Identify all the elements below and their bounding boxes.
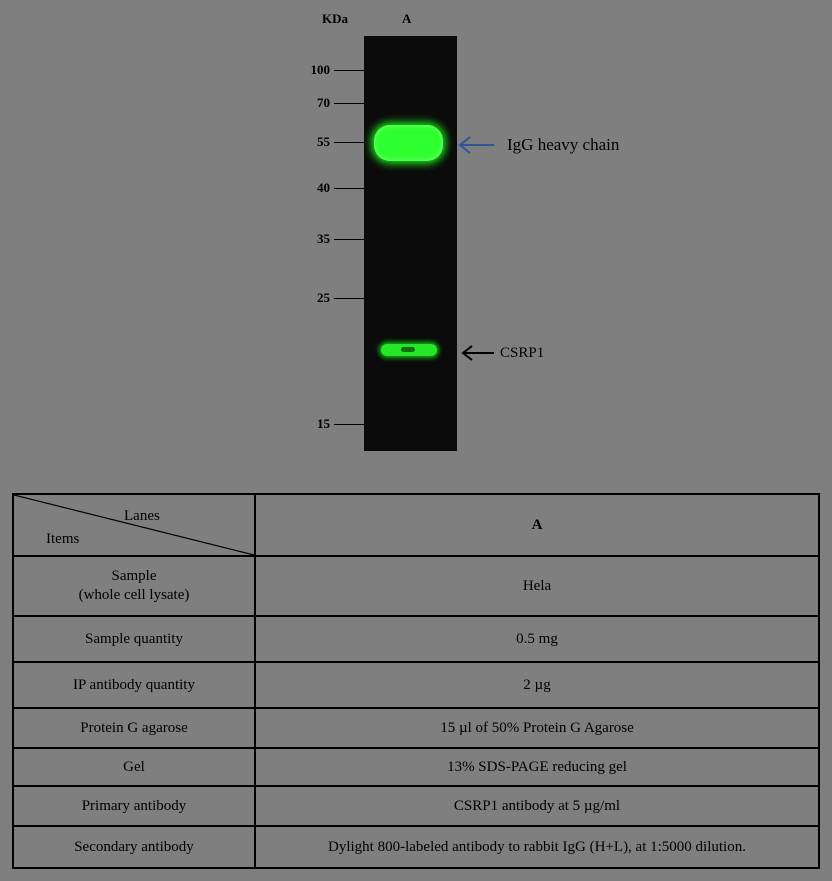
marker-tick-35 bbox=[334, 239, 364, 240]
row-item: Gel bbox=[13, 748, 255, 786]
blot-lane bbox=[364, 36, 457, 451]
row-value: 13% SDS-PAGE reducing gel bbox=[255, 748, 819, 786]
row-item bbox=[13, 556, 255, 616]
arrow-left-icon-heavy bbox=[460, 137, 494, 153]
marker-tick-15 bbox=[334, 424, 364, 425]
marker-label-25: 25 bbox=[317, 290, 330, 305]
csrp1-band bbox=[381, 344, 437, 356]
marker-label-70: 70 bbox=[317, 95, 330, 110]
marker-label-35: 35 bbox=[317, 231, 330, 246]
row-value: 15 µl of 50% Protein G Agarose bbox=[255, 708, 819, 748]
csrp1-band-core bbox=[401, 347, 415, 352]
header-lanes: Lanes bbox=[124, 508, 160, 524]
table-row bbox=[13, 748, 819, 786]
header-corner-cell bbox=[13, 494, 255, 556]
arrow-left-icon-csrp bbox=[463, 346, 494, 360]
marker-label-55: 55 bbox=[317, 134, 330, 149]
table-row bbox=[13, 708, 819, 748]
table-row bbox=[13, 786, 819, 826]
table-row bbox=[13, 616, 819, 662]
marker-tick-40 bbox=[334, 188, 364, 189]
header-items: Items bbox=[46, 531, 80, 547]
row-value: 2 µg bbox=[255, 662, 819, 708]
table-row bbox=[13, 662, 819, 708]
table-row bbox=[13, 826, 819, 868]
table-row bbox=[13, 556, 819, 616]
row-item: Secondary antibody bbox=[13, 826, 255, 868]
row-item-line1: Sample bbox=[111, 568, 157, 584]
row-value: CSRP1 antibody at 5 µg/ml bbox=[255, 786, 819, 826]
row-item: Sample quantity bbox=[13, 616, 255, 662]
marker-tick-70 bbox=[334, 103, 364, 104]
row-item: IP antibody quantity bbox=[13, 662, 255, 708]
marker-tick-25 bbox=[334, 298, 364, 299]
row-value: Dylight 800-labeled antibody to rabbit IgG (H+L), at 1:5000 dilution. bbox=[255, 826, 819, 868]
kda-header: KDa bbox=[322, 11, 348, 26]
igg-heavy-chain-label: IgG heavy chain bbox=[507, 135, 620, 154]
experiment-table bbox=[12, 493, 820, 869]
row-item: Protein G agarose bbox=[13, 708, 255, 748]
marker-label-100: 100 bbox=[310, 62, 330, 77]
csrp1-label: CSRP1 bbox=[500, 345, 545, 361]
table-header-row bbox=[13, 494, 819, 556]
marker-label-40: 40 bbox=[317, 180, 330, 195]
row-value: 0.5 mg bbox=[255, 616, 819, 662]
header-lane-a: A bbox=[255, 494, 819, 556]
marker-label-15: 15 bbox=[317, 416, 330, 431]
marker-tick-55 bbox=[334, 142, 364, 143]
igg-heavy-chain-band bbox=[374, 125, 443, 161]
row-value: Hela bbox=[255, 556, 819, 616]
row-item: Primary antibody bbox=[13, 786, 255, 826]
marker-tick-100 bbox=[334, 70, 364, 71]
row-item-line2: (whole cell lysate) bbox=[78, 587, 190, 603]
lane-a-header: A bbox=[402, 11, 412, 26]
